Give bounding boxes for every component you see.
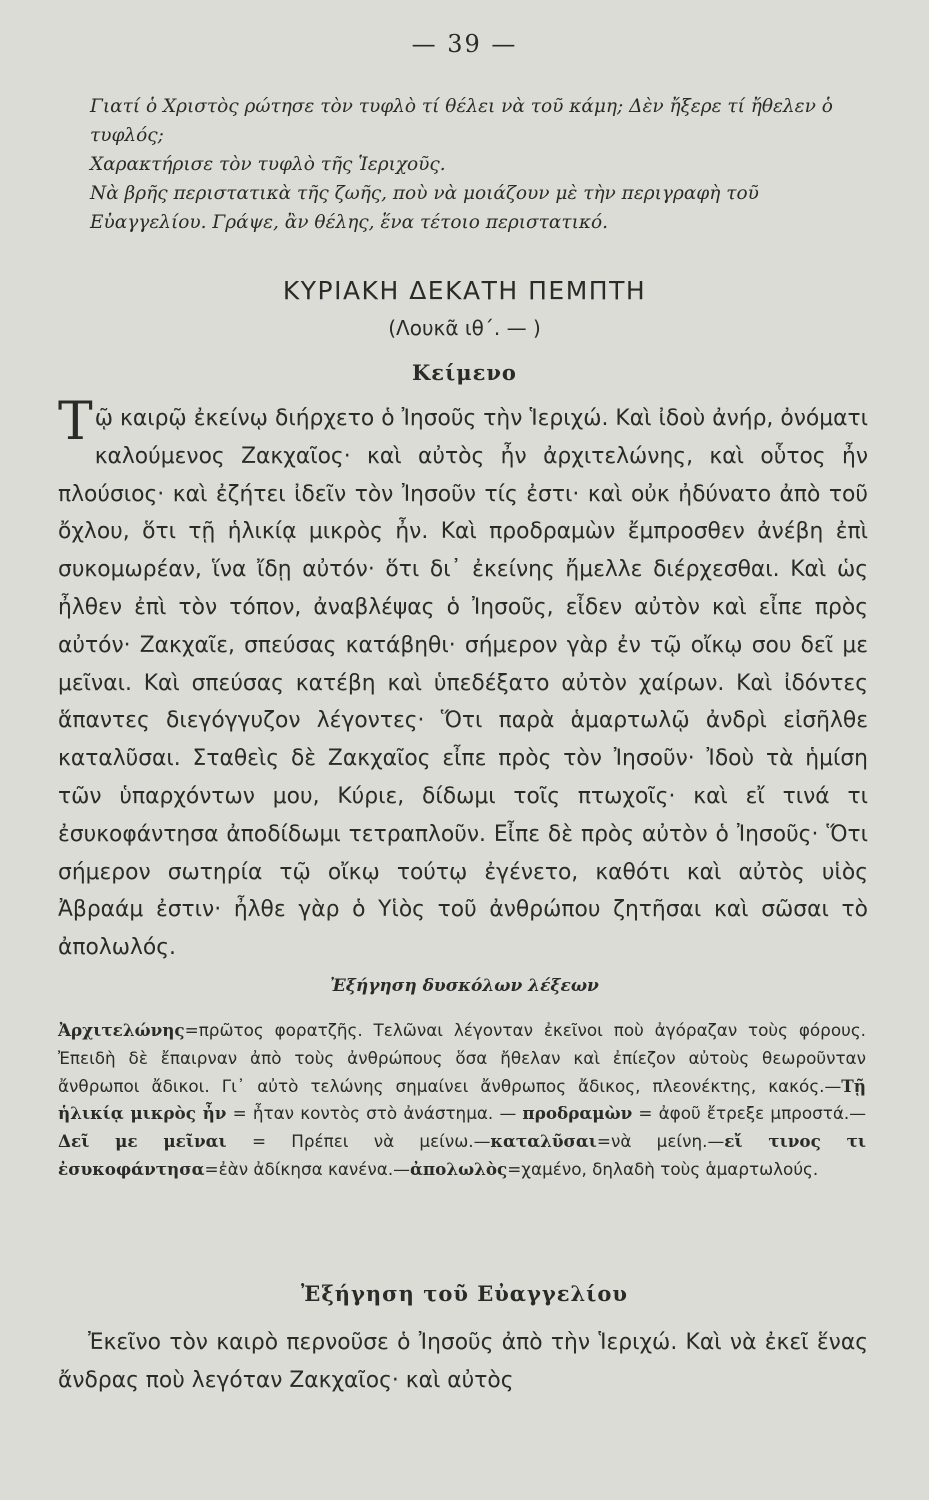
note-term: καταλῦσαι xyxy=(490,1131,597,1152)
gospel-paragraph xyxy=(58,392,868,967)
note-term: Ἀρχιτελώνης xyxy=(58,1020,185,1040)
text-heading: Κείμενο xyxy=(412,360,517,385)
note-def: = ἦταν κοντὸς στὸ ἀνάστημα. — xyxy=(226,1103,523,1124)
note-term: προδραμὼν xyxy=(522,1103,633,1124)
question-1: Γιατί ὁ Χριστὸς ρώτησε τὸν τυφλὸ τί θέλει νὰ τοῦ κάμη; Δὲν ἤξερε τί ἤθελεν ὁ τυφλός; xyxy=(90,96,833,146)
question-3: Νὰ βρῆς περιστατικὰ τῆς ζωῆς, ποὺ νὰ μοιάζουν μὲ τὴν περιγραφὴ τοῦ Εὐαγγελίου. Γράψε, ἂν θέλης, ἕνα τέτοιο περιστατικό. xyxy=(90,183,759,233)
drop-cap: Τ xyxy=(58,392,93,452)
notes-paragraph xyxy=(58,1017,866,1184)
note-def: =ἐὰν ἀδίκησα κανένα.— xyxy=(204,1158,410,1179)
note-def: =νὰ μείνη.— xyxy=(596,1131,725,1152)
sunday-title: ΚΥΡΙΑΚΗ ΔΕΚΑΤΗ ΠΕΜΠΤΗ xyxy=(282,276,647,305)
gospel-body: ῷ καιρῷ ἐκείνῳ διήρχετο ὁ Ἰησοῦς τὴν Ἱεριχώ. Καὶ ἰδοὺ ἀνήρ, ὀνόματι καλούμενος Ζακχαῖος· καὶ αὐτὸς ἦν ἀρχιτελώνης, καὶ οὗτος ἦν πλούσιος· καὶ ἐζήτει ἰδεῖν τὸν Ἰησοῦν τίς ἐστι· καὶ οὐκ ἠδύνατο ἀπὸ τοῦ ὄχλου, ὅτι τῇ ἡλικίᾳ μικρὸς ἦν. Καὶ προδραμὼν ἔμπροσθεν ἀνέβη ἐπὶ συκομωρέαν, ἵνα ἴδῃ αὐτόν· ὅτι δι᾽ ἐκείνης ἤμελλε διέρχεσθαι. Καὶ ὡς ἦλθεν ἐπὶ τὸν τόπον, ἀναβλέψας ὁ Ἰησοῦς, εἶδεν αὐτὸν καὶ εἶπε πρὸς αὐτόν· Ζακχαῖε, σπεύσας κατάβηθι· σήμερον γὰρ ἐν τῷ οἴκῳ σου δεῖ με μεῖναι. Καὶ σπεύσας κατέβη καὶ ὑπεδέξατο αὐτὸν χαίρων. Καὶ ἰδόντες ἅπαντες διεγόγγυζον λέγοντες· Ὅτι παρὰ ἁμαρτωλῷ ἀνδρὶ εἰσῆλθε καταλῦσαι. Σταθεὶς δὲ Ζακχαῖος εἶπε πρὸς τὸν Ἰησοῦν· Ἰδοὺ τὰ ἡμίση τῶν ὑπαρχόντων μου, Κύριε, δίδωμι τοῖς πτωχοῖς· καὶ εἴ τινά τι ἐσυκοφάντησα ἀποδίδωμι τετραπλοῦν. Εἶπε δὲ πρὸς αὐτὸν ὁ Ἰησοῦς· Ὅτι σήμερον σωτηρία τῷ οἴκῳ τούτῳ ἐγένετο, καθότι καὶ αὐτὸς υἱὸς Ἀβραάμ ἐστιν· ἦλθε γὰρ ὁ Υἱὸς τοῦ ἀνθρώπου ζητῆσαι καὶ σῶσαι τὸ ἀπολωλός. xyxy=(58,406,868,961)
explanation-text xyxy=(58,1324,868,1400)
note-def: = ἀφοῦ ἔτρεξε μπροστά.— xyxy=(632,1103,867,1124)
gospel-text xyxy=(58,392,868,967)
note-term: Δεῖ με μεῖναι xyxy=(58,1131,227,1152)
difficult-words-notes xyxy=(58,1017,866,1184)
note-term: ἀπολωλὸς xyxy=(409,1158,508,1179)
scripture-reference: (Λουκᾶ ιθ΄. — ) xyxy=(388,316,541,340)
note-term: Τῇ ἡλικίᾳ μικρὸς ἦν xyxy=(58,1075,866,1124)
page-number: — 39 — xyxy=(411,30,518,58)
explanation-heading: Ἐξήγηση τοῦ Εὐαγγελίου xyxy=(301,1281,628,1306)
questions-block xyxy=(80,92,870,237)
explanation-paragraph: Ἐκεῖνο τὸν καιρὸ περνοῦσε ὁ Ἰησοῦς ἀπὸ τὴν Ἱεριχώ. Καὶ νὰ ἐκεῖ ἕνας ἄνδρας ποὺ λεγόταν Ζακχαῖος· καὶ αὐτὸς xyxy=(58,1330,868,1393)
note-def: =πρῶτος φορατζῆς. Τελῶναι λέγονταν ἐκεῖνοι ποὺ ἀγόραζαν τοὺς φόρους. Ἐπειδὴ δὲ ἔπαιρναν ἀπὸ τοὺς ἀνθρώπους ὅσα ἤθελαν καὶ ἐπίεζον αὐτοὺς θεωροῦνταν ἄνθρωποι ἄδικοι. Γι᾽ αὐτὸ τελώνης σημαίνει ἄνθρωπος ἄδικος, πλεονέκτης, κακός.— xyxy=(58,1020,866,1096)
note-def: =χαμένο, δηλαδὴ τοὺς ἁμαρτωλούς. xyxy=(507,1158,819,1179)
note-def: = Πρέπει νὰ μείνω.— xyxy=(226,1131,491,1152)
note-term: εἴ τινος τι ἐσυκοφάντησα xyxy=(58,1131,867,1179)
question-2: Χαρακτήρισε τὸν τυφλὸ τῆς Ἱεριχοῦς. xyxy=(90,154,446,175)
notes-heading: Ἐξήγηση δυσκόλων λέξεων xyxy=(330,976,599,996)
